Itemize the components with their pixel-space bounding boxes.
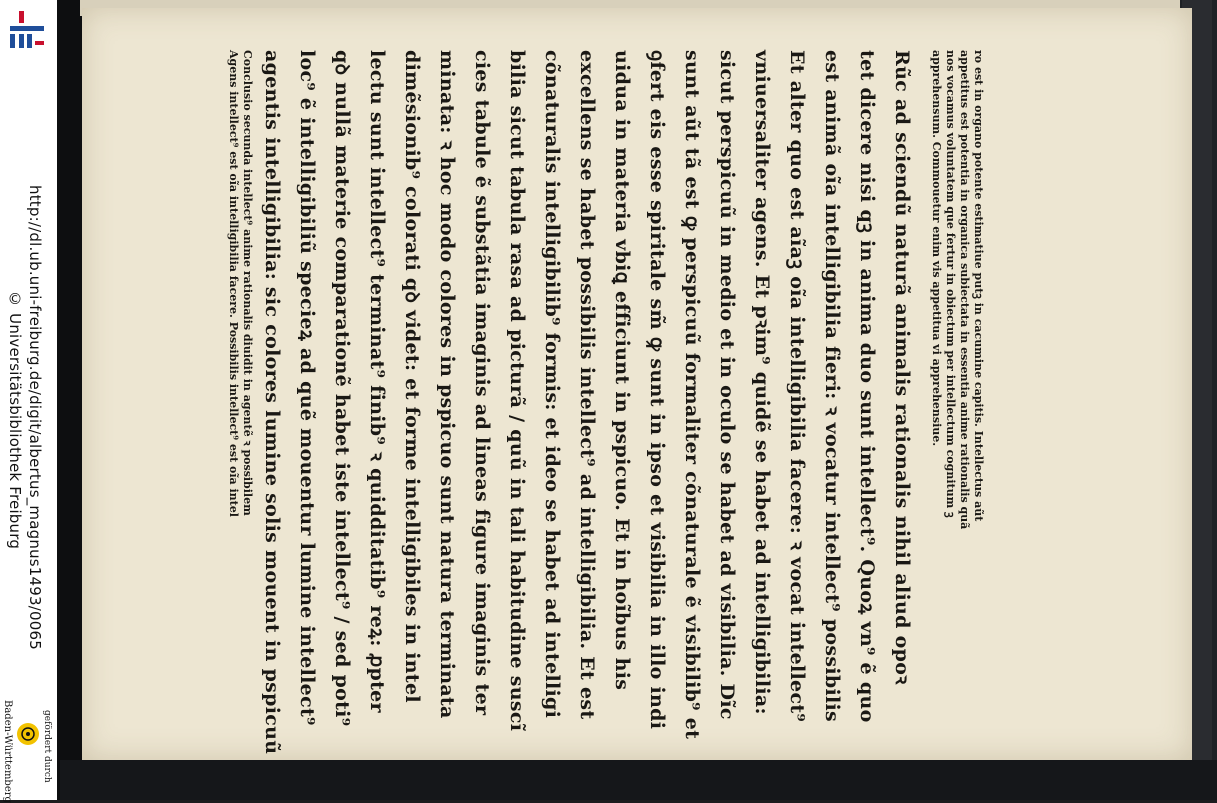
body-text-line: sunt aũt tã est ꝙ perspicuũ formaliter cõnaturale ẽ visibilib⁹ et xyxy=(681,50,703,740)
body-text-line: minata: ꝛ hoc modo colores in pspicuo sunt natura terminata xyxy=(436,50,458,719)
body-text-line: dimẽsionib⁹ colorati qꝺ videt: et forme intelligibiles in intel xyxy=(401,50,423,703)
body-text-line: ꝯfert eis esse spiritale sm̃ ꝙ sunt in ipso et visibilia in illo indi xyxy=(646,50,668,730)
funded-by-text: gefördert durch xyxy=(42,710,52,783)
body-text-line: sicut perspicuũ in medio et in oculo se habet ad visibilia. Dĩc xyxy=(716,50,738,720)
body-text-line: bilia sicut tabula rasa ad picturã / quũ in tali habitudine suscĩ xyxy=(506,50,528,732)
body-text-line: est animã oĩa intelligibilia fieri: ꝛ vocatur intellect⁹ possibilis xyxy=(821,50,843,723)
rotated-text xyxy=(227,50,985,755)
conclusion-text-line: Agens intellect⁹ est oĩa intelligibilia facere. Possibilis intellect⁹ est oĩa intel xyxy=(227,50,240,517)
page-bottom-shadow xyxy=(60,760,1217,800)
body-text-line: tet dicere nisi qꝫ in anima duo sunt intellect⁹. Quoꝝ vn⁹ ẽ quo xyxy=(856,50,878,723)
body-text-line: qꝺ nullã materie comparationẽ habet iste intellect⁹ / sed poti⁹ xyxy=(331,50,353,727)
page-text-block xyxy=(227,50,985,755)
spacer xyxy=(919,50,929,590)
header-text-line: nos vocamus voluntatem que fertur in obiectum per intellectum cognitum ꝫ xyxy=(944,50,957,518)
state-emblem-icon xyxy=(16,722,40,746)
book-gutter xyxy=(57,0,83,800)
sidebar xyxy=(0,0,57,803)
conclusion-text-line: Conclusio secunda intellect⁹ anime rationalis diuidit in agentẽ ꝛ possibilem xyxy=(241,50,254,516)
body-text-line: loc⁹ ẽ intelligibiliũ specieꝝ ad quẽ mouentur lumine intellect⁹ xyxy=(296,50,318,726)
body-text-line: cõnaturalis intelligibilib⁹ formis: et ideo se habet ad intelligi xyxy=(541,50,563,719)
funder-text: Baden-Württemberg xyxy=(2,700,13,803)
header-text-line: ro est in organo potente estimatiue putꝫ in cacumine capitis. Intellectus aũt xyxy=(972,50,985,522)
body-text-line: Et alter quo est aĩaꝫ oĩa intelligibilia facere: ꝛ vocat intellect⁹ xyxy=(786,50,808,723)
header-text-line: appetitus est potentia in organica subiectata in essentia anime rationalis quã xyxy=(958,50,971,530)
header-text-line: apprehensum. Commouetur enim vis appetitua vi apprehensiue. xyxy=(930,50,943,447)
body-text-line: agentis intelligibilia: sic colores lumine solis mouent in pspicuũ xyxy=(261,50,283,755)
body-text-line: Rũc ad sciendũ naturã animalis rationalis nihil aliud opoꝛ xyxy=(891,50,913,685)
body-text-line: uidua in materia vbiꝗ efficiunt in pspicuo. Et in hoĩbus his xyxy=(611,50,633,691)
source-url[interactable]: http://dl.ub.uni-freiburg.de/digit/albertus_magnus1493/0065 xyxy=(26,185,44,650)
body-text-line: vniuersaliter agens. Et pꝛim⁹ quidẽ se habet ad intelligibilia: xyxy=(751,50,773,715)
body-text-line: lectu sunt intellect⁹ terminat⁹ finib⁹ ꝛ quidditatib⁹ reꝝ: ꝓpter xyxy=(366,50,388,713)
body-text-line: excellens se habet possibilis intellect⁹ ad intelligibilia. Et est xyxy=(576,50,598,720)
copyright-text: © Universitätsbibliothek Freiburg xyxy=(6,290,24,550)
body-text-line: cies tabule ẽ substãtia imaginis ad lineas figure imaginis ter xyxy=(471,50,493,716)
library-logo-icon xyxy=(5,8,49,52)
